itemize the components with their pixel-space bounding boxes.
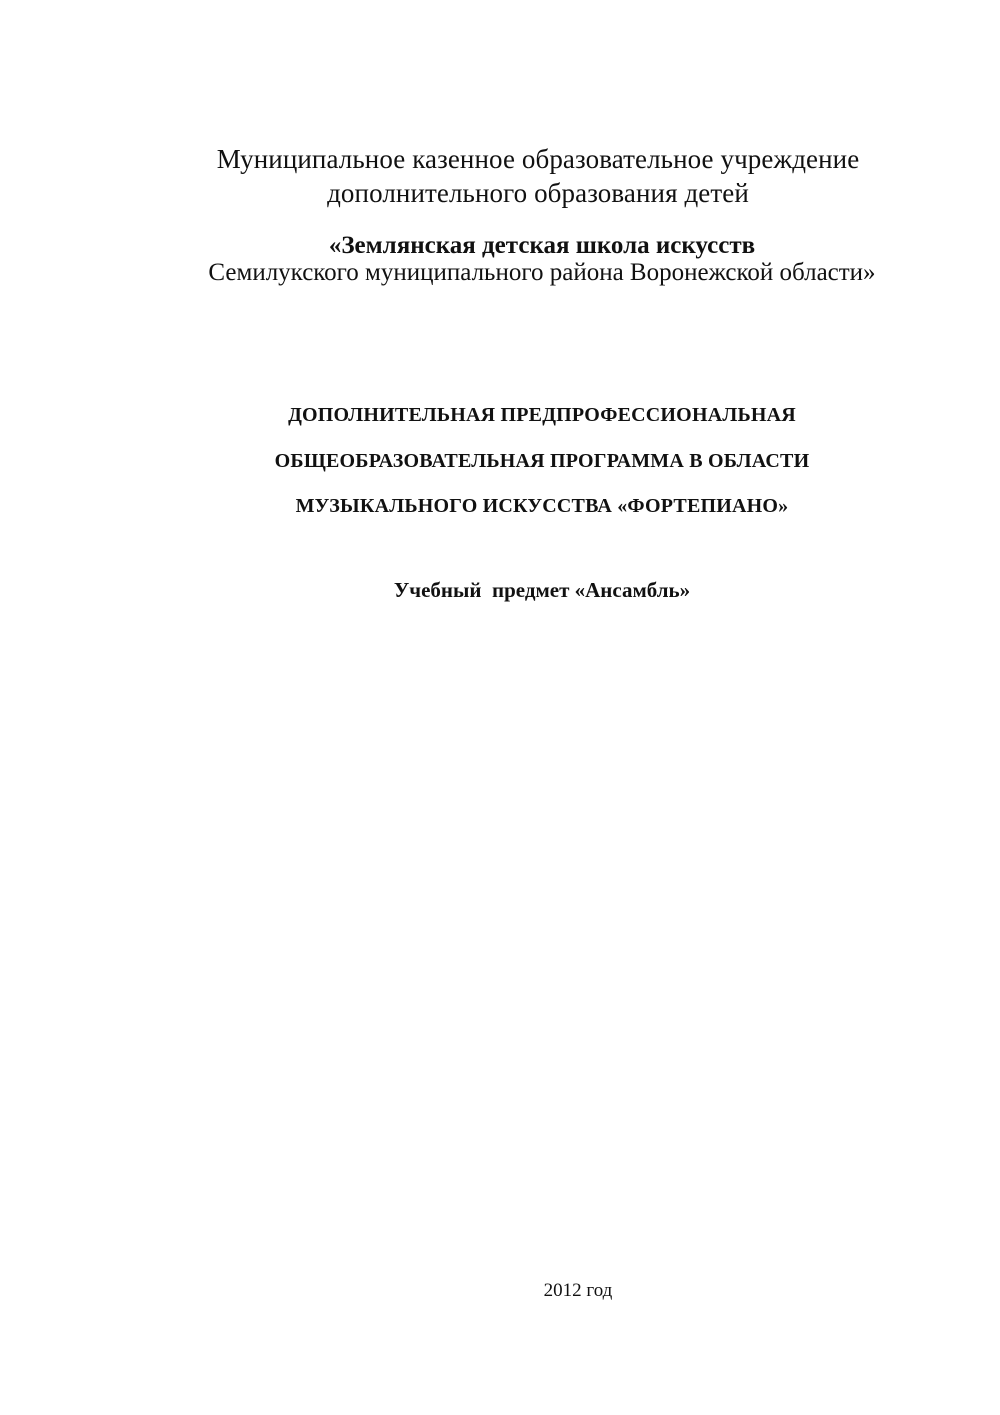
institution-name-line-1: Муниципальное казенное образовательное учреждение bbox=[216, 144, 860, 174]
school-name-line-2: Семилукского муниципального района Воронежской области» bbox=[208, 259, 876, 286]
subject-title: Учебный предмет «Ансамбль» bbox=[393, 578, 691, 602]
program-title-line-2: ОБЩЕОБРАЗОВАТЕЛЬНАЯ ПРОГРАММА В ОБЛАСТИ bbox=[274, 450, 810, 472]
school-name-line-1: «Землянская детская школа искусств bbox=[328, 232, 756, 259]
document-year: 2012 год bbox=[543, 1280, 613, 1301]
program-title-line-1: ДОПОЛНИТЕЛЬНАЯ ПРЕДПРОФЕССИОНАЛЬНАЯ bbox=[288, 404, 796, 426]
program-title-line-3: МУЗЫКАЛЬНОГО ИСКУССТВА «ФОРТЕПИАНО» bbox=[295, 495, 789, 517]
institution-name-line-2: дополнительного образования детей bbox=[327, 178, 749, 208]
